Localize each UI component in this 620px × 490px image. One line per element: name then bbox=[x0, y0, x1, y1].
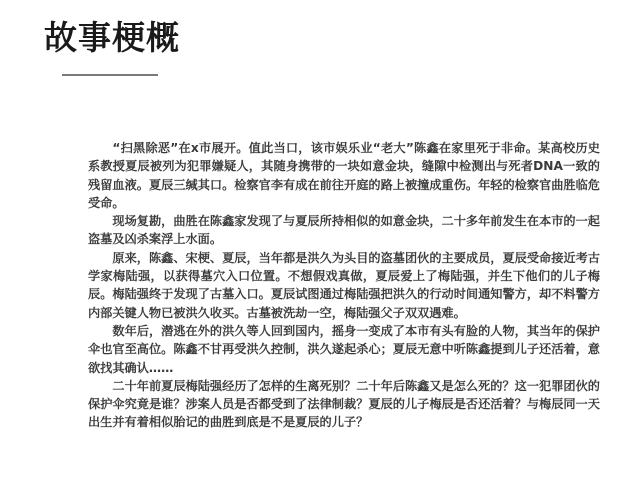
page-title: 故事梗概 bbox=[44, 18, 180, 57]
synopsis-body bbox=[88, 139, 600, 432]
synopsis-paragraph-1: “扫黑除恶”在x市展开。值此当口，该市娱乐业“老大”陈鑫在家里死于非命。某高校历史系教授夏辰被列为犯罪嫌疑人，其随身携带的一块如意金块，缝隙中检测出与死者DNA一致的残留血液。夏辰三缄其口。检察官李有成在前往开庭的路上被撞成重伤。年轻的检察官曲胜临危受命。 bbox=[88, 141, 600, 210]
synopsis-paragraph-5: 二十年前夏辰梅陆强经历了怎样的生离死别？二十年后陈鑫又是怎么死的？这一犯罪团伙的保护伞究竟是谁？涉案人员是否都受到了法律制裁？夏辰的儿子梅辰是否还活着？与梅辰同一天出生并有着相似胎记的曲胜到底是不是夏辰的儿子？ bbox=[88, 378, 600, 430]
synopsis-paragraph-4: 数年后，潜逃在外的洪久等人回到国内，摇身一变成了本市有头有脸的人物，其当年的保护伞也官至高位。陈鑫不甘再受洪久控制，洪久遂起杀心；夏辰无意中听陈鑫提到儿子还活着，意欲找其确认…… bbox=[88, 323, 600, 375]
title-underline bbox=[62, 74, 158, 76]
synopsis-paragraph-2: 现场复勘，曲胜在陈鑫家发现了与夏辰所持相似的如意金块，二十多年前发生在本市的一起盗墓及凶杀案浮上水面。 bbox=[88, 214, 600, 247]
synopsis-paragraph-3: 原来，陈鑫、宋梗、夏辰，当年都是洪久为头目的盗墓团伙的主要成员，夏辰受命接近考古学家梅陆强，以获得墓穴入口位置。不想假戏真做，夏辰爱上了梅陆强，并生下他们的儿子梅辰。梅陆强终于发现了古墓入口。夏辰试图通过梅陆强把洪久的行动时间通知警方，却不料警方内部关键人物已被洪久收买。古墓被洗劫一空，梅陆强父子双双遇难。 bbox=[88, 250, 600, 320]
